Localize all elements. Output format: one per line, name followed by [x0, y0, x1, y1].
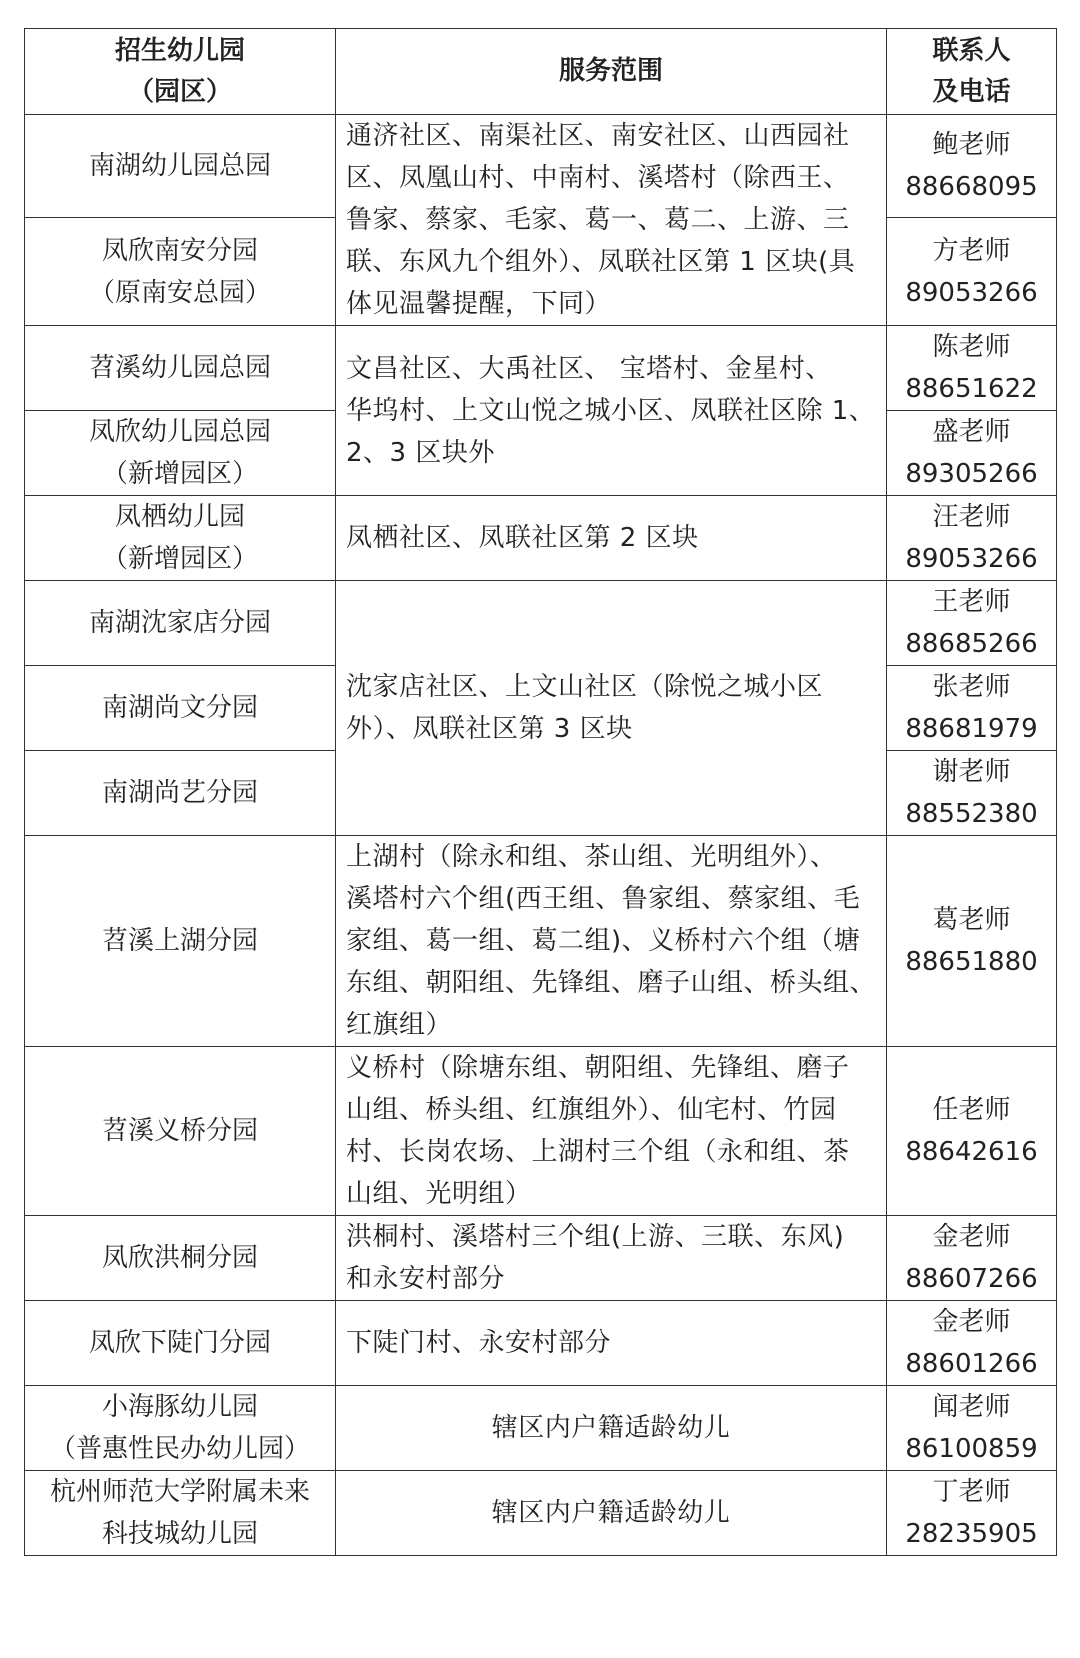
contact-cell — [887, 751, 1057, 836]
table-row — [25, 115, 1057, 218]
scope-line: 山组、桥头组、红旗组外）、仙宅村、竹园 — [346, 1095, 837, 1125]
contact-phone: 88651880 — [905, 947, 1038, 977]
contact-cell — [887, 666, 1057, 751]
contact-name: 闻老师 — [932, 1392, 1011, 1422]
scope-cell — [336, 1047, 887, 1216]
kindergarten-name: （普惠性民办幼儿园） — [49, 1434, 310, 1464]
scope-cell — [336, 1301, 887, 1386]
contact-name: 汪老师 — [932, 502, 1011, 532]
contact-cell — [887, 836, 1057, 1047]
contact-phone: 88607266 — [905, 1264, 1038, 1294]
kindergarten-name: 小海豚幼儿园 — [101, 1392, 258, 1422]
contact-phone: 88681979 — [905, 714, 1038, 744]
kindergarten-name: 南湖沈家店分园 — [88, 608, 271, 638]
kindergarten-name: 苕溪上湖分园 — [101, 926, 258, 956]
kindergarten-name: 科技城幼儿园 — [101, 1519, 258, 1549]
scope-line: 辖区内户籍适龄幼儿 — [491, 1498, 731, 1528]
contact-name: 鲍老师 — [932, 130, 1011, 161]
contact-name: 任老师 — [932, 1095, 1011, 1125]
contact-phone: 88685266 — [905, 629, 1038, 659]
contact-cell — [887, 411, 1057, 496]
table-row — [25, 1216, 1057, 1301]
contact-phone: 88601266 — [905, 1349, 1038, 1379]
header-kindergarten-line: 招生幼儿园 — [114, 35, 245, 66]
contact-name: 陈老师 — [932, 332, 1011, 362]
kindergarten-cell — [25, 326, 336, 411]
contact-cell — [887, 1471, 1057, 1556]
table-row — [25, 836, 1057, 1047]
scope-line: 家组、葛一组、葛二组)、义桥村六个组（塘 — [346, 926, 861, 956]
contact-name: 金老师 — [932, 1307, 1011, 1337]
scope-line: 溪塔村六个组(西王组、鲁家组、蔡家组、毛 — [346, 884, 861, 914]
kindergarten-name: 杭州师范大学附属未来 — [49, 1477, 310, 1507]
scope-line: 外）、凤联社区第 3 区块 — [346, 714, 633, 744]
scope-line: 联、东风九个组外）、凤联社区第 1 区块(具 — [346, 247, 856, 277]
kindergarten-name: （新增园区） — [101, 544, 258, 574]
contact-cell — [887, 496, 1057, 581]
contact-name: 葛老师 — [932, 905, 1011, 935]
contact-phone: 86100859 — [905, 1434, 1038, 1464]
kindergarten-name: （原南安总园） — [88, 277, 271, 308]
kindergarten-cell — [25, 581, 336, 666]
kindergarten-name: 凤欣洪桐分园 — [101, 1243, 258, 1273]
scope-line: 东组、朝阳组、先锋组、磨子山组、桥头组、 — [346, 968, 877, 998]
scope-cell — [336, 1216, 887, 1301]
table-row — [25, 1301, 1057, 1386]
contact-phone: 88668095 — [905, 172, 1038, 203]
kindergarten-name: （新增园区） — [101, 459, 258, 489]
contact-cell — [887, 1301, 1057, 1386]
header-contact-line: 联系人 — [932, 35, 1011, 66]
contact-phone: 89053266 — [905, 277, 1038, 308]
scope-cell — [336, 1386, 887, 1471]
contact-phone: 89305266 — [905, 459, 1038, 489]
contact-cell — [887, 326, 1057, 411]
scope-line: 区、凤凰山村、中南村、溪塔村（除西王、 — [346, 163, 850, 193]
header-kindergarten-line: （园区） — [127, 76, 232, 107]
scope-line: 山组、光明组） — [346, 1179, 532, 1209]
scope-line: 和永安村部分 — [346, 1264, 506, 1294]
kindergarten-name: 凤欣幼儿园总园 — [88, 417, 271, 447]
kindergarten-cell — [25, 666, 336, 751]
kindergarten-name: 凤欣下陡门分园 — [88, 1328, 271, 1358]
scope-line: 体见温馨提醒，下同） — [346, 289, 612, 319]
kindergarten-name: 南湖尚文分园 — [101, 693, 258, 723]
kindergarten-cell — [25, 1047, 336, 1216]
header-kindergarten — [25, 29, 336, 115]
contact-name: 丁老师 — [932, 1477, 1011, 1507]
contact-phone: 88552380 — [905, 799, 1038, 829]
header-contact — [887, 29, 1057, 115]
kindergarten-cell — [25, 1471, 336, 1556]
enrollment-table — [24, 28, 1057, 1556]
scope-line: 通济社区、南渠社区、南安社区、山西园社 — [346, 121, 850, 151]
kindergarten-cell — [25, 496, 336, 581]
kindergarten-cell — [25, 115, 336, 218]
contact-name: 金老师 — [932, 1222, 1011, 1252]
scope-line: 辖区内户籍适龄幼儿 — [491, 1413, 731, 1443]
table-row — [25, 326, 1057, 411]
scope-line: 洪桐村、溪塔村三个组(上游、三联、东风) — [346, 1222, 845, 1252]
scope-cell — [336, 115, 887, 326]
scope-cell — [336, 496, 887, 581]
contact-phone: 88642616 — [905, 1137, 1038, 1167]
scope-line: 义桥村（除塘东组、朝阳组、先锋组、磨子 — [346, 1053, 850, 1083]
contact-name: 盛老师 — [932, 417, 1011, 447]
scope-cell — [336, 326, 887, 496]
scope-line: 文昌社区、大禹社区、 宝塔村、金星村、 — [346, 353, 832, 384]
scope-line: 华坞村、上文山悦之城小区、凤联社区除 1、 — [346, 395, 876, 426]
scope-line: 村、长岗农场、上湖村三个组（永和组、茶 — [346, 1137, 850, 1167]
kindergarten-cell — [25, 218, 336, 326]
kindergarten-cell — [25, 1216, 336, 1301]
table-row — [25, 1471, 1057, 1556]
scope-cell — [336, 836, 887, 1047]
contact-cell — [887, 1047, 1057, 1216]
kindergarten-cell — [25, 836, 336, 1047]
contact-cell — [887, 218, 1057, 326]
table-row — [25, 1047, 1057, 1216]
kindergarten-cell — [25, 1386, 336, 1471]
contact-phone: 28235905 — [905, 1519, 1038, 1549]
contact-phone: 89053266 — [905, 544, 1038, 574]
scope-line: 沈家店社区、上文山社区（除悦之城小区 — [346, 672, 824, 702]
contact-name: 谢老师 — [932, 757, 1011, 787]
kindergarten-cell — [25, 411, 336, 496]
contact-phone: 88651622 — [905, 374, 1038, 404]
scope-line: 鲁家、蔡家、毛家、葛一、葛二、上游、三 — [346, 205, 850, 235]
scope-line: 上湖村（除永和组、茶山组、光明组外）、 — [346, 842, 837, 872]
table-row — [25, 1386, 1057, 1471]
scope-line: 下陡门村、永安村部分 — [346, 1328, 612, 1358]
contact-name: 王老师 — [932, 587, 1011, 617]
contact-cell — [887, 1216, 1057, 1301]
table-row — [25, 581, 1057, 666]
contact-cell — [887, 115, 1057, 218]
scope-line: 红旗组） — [346, 1010, 453, 1040]
contact-cell — [887, 1386, 1057, 1471]
contact-cell — [887, 581, 1057, 666]
scope-cell — [336, 1471, 887, 1556]
contact-name: 张老师 — [932, 672, 1011, 702]
kindergarten-name: 苕溪义桥分园 — [101, 1116, 258, 1146]
kindergarten-name: 凤欣南安分园 — [101, 235, 258, 266]
kindergarten-name: 南湖尚艺分园 — [101, 778, 258, 808]
table-row — [25, 496, 1057, 581]
contact-name: 方老师 — [932, 235, 1011, 266]
kindergarten-name: 苕溪幼儿园总园 — [88, 353, 271, 383]
scope-line: 2、3 区块外 — [346, 437, 495, 468]
kindergarten-cell — [25, 751, 336, 836]
kindergarten-name: 南湖幼儿园总园 — [88, 151, 271, 182]
header-contact-line: 及电话 — [932, 76, 1011, 107]
scope-line: 凤栖社区、凤联社区第 2 区块 — [346, 523, 699, 553]
header-row — [25, 29, 1057, 115]
kindergarten-cell — [25, 1301, 336, 1386]
kindergarten-name: 凤栖幼儿园 — [114, 502, 245, 532]
header-scope: 服务范围 — [336, 29, 887, 115]
scope-cell — [336, 581, 887, 836]
